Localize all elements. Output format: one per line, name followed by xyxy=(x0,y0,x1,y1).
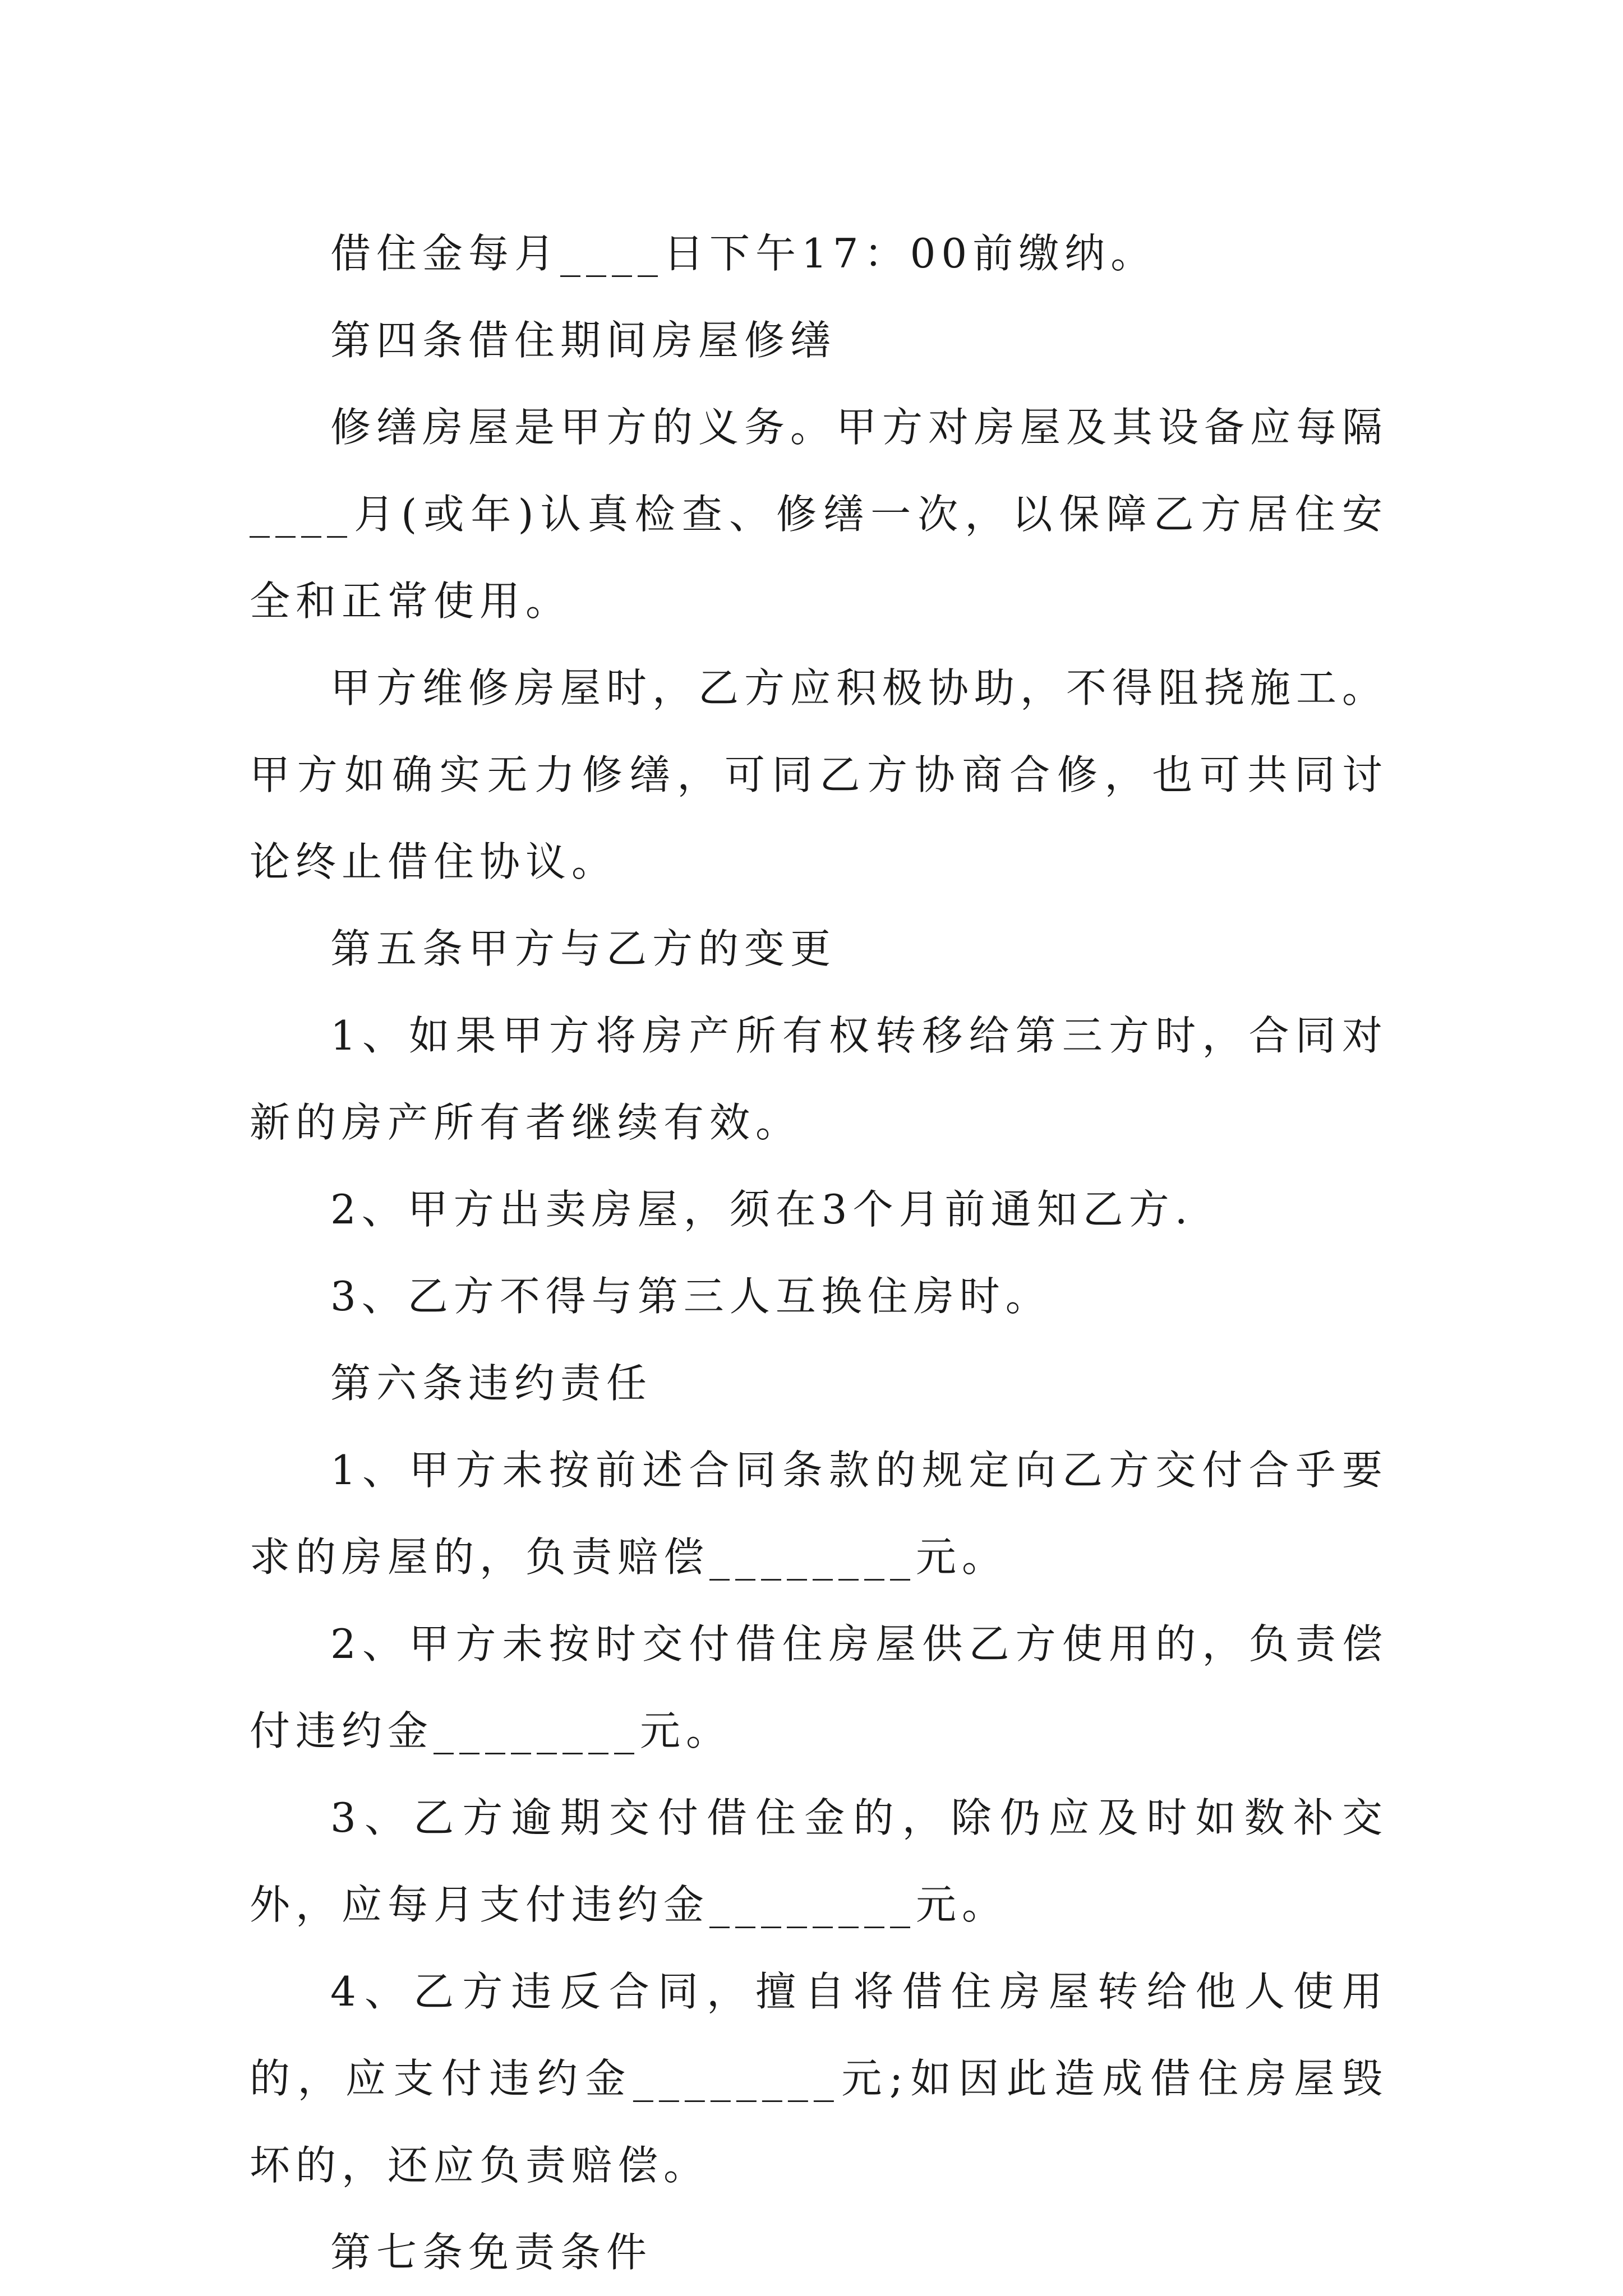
paragraph-repair-cooperation: 甲方维修房屋时，乙方应积极协助，不得阻挠施工。甲方如确实无力修缮，可同乙方协商合修，也可共同讨论终止借住协议。 xyxy=(250,664,1389,885)
paragraph-liability-1: 1、甲方未按前述合同条款的规定向乙方交付合乎要求的房屋的，负责赔偿________元。 xyxy=(250,1447,1388,1581)
paragraph-repair-duty: 修缮房屋是甲方的义务。甲方对房屋及其设备应每隔____月(或年)认真检查、修缮一次，以保障乙方居住安全和正常使用。 xyxy=(250,404,1389,625)
paragraph-liability-3: 3、乙方逾期交付借住金的，除仍应及时如数补交外，应每月支付违约金________元。 xyxy=(250,1794,1388,1928)
paragraph-rent-due: 借住金每月____日下午17：00前缴纳。 xyxy=(330,230,1157,277)
heading-article-5: 第五条甲方与乙方的变更 xyxy=(330,925,837,972)
document-body xyxy=(250,210,1388,2296)
heading-article-4: 第四条借住期间房屋修缮 xyxy=(330,317,837,364)
paragraph-change-3: 3、乙方不得与第三人互换住房时。 xyxy=(330,1273,1052,1320)
paragraph-liability-4: 4、乙方违反合同，擅自将借住房屋转给他人使用的，应支付违约金________元;如因此造成借住房屋毁坏的，还应负责赔偿。 xyxy=(250,1968,1388,2189)
paragraph-liability-2: 2、甲方未按时交付借住房屋供乙方使用的，负责偿付违约金________元。 xyxy=(250,1620,1388,1754)
heading-article-7: 第七条免责条件 xyxy=(330,2229,653,2276)
paragraph-change-2: 2、甲方出卖房屋，须在3个月前通知乙方. xyxy=(330,1186,1193,1233)
paragraph-change-1: 1、如果甲方将房产所有权转移给第三方时，合同对新的房产所有者继续有效。 xyxy=(250,1012,1388,1146)
heading-article-6: 第六条违约责任 xyxy=(330,1360,653,1407)
